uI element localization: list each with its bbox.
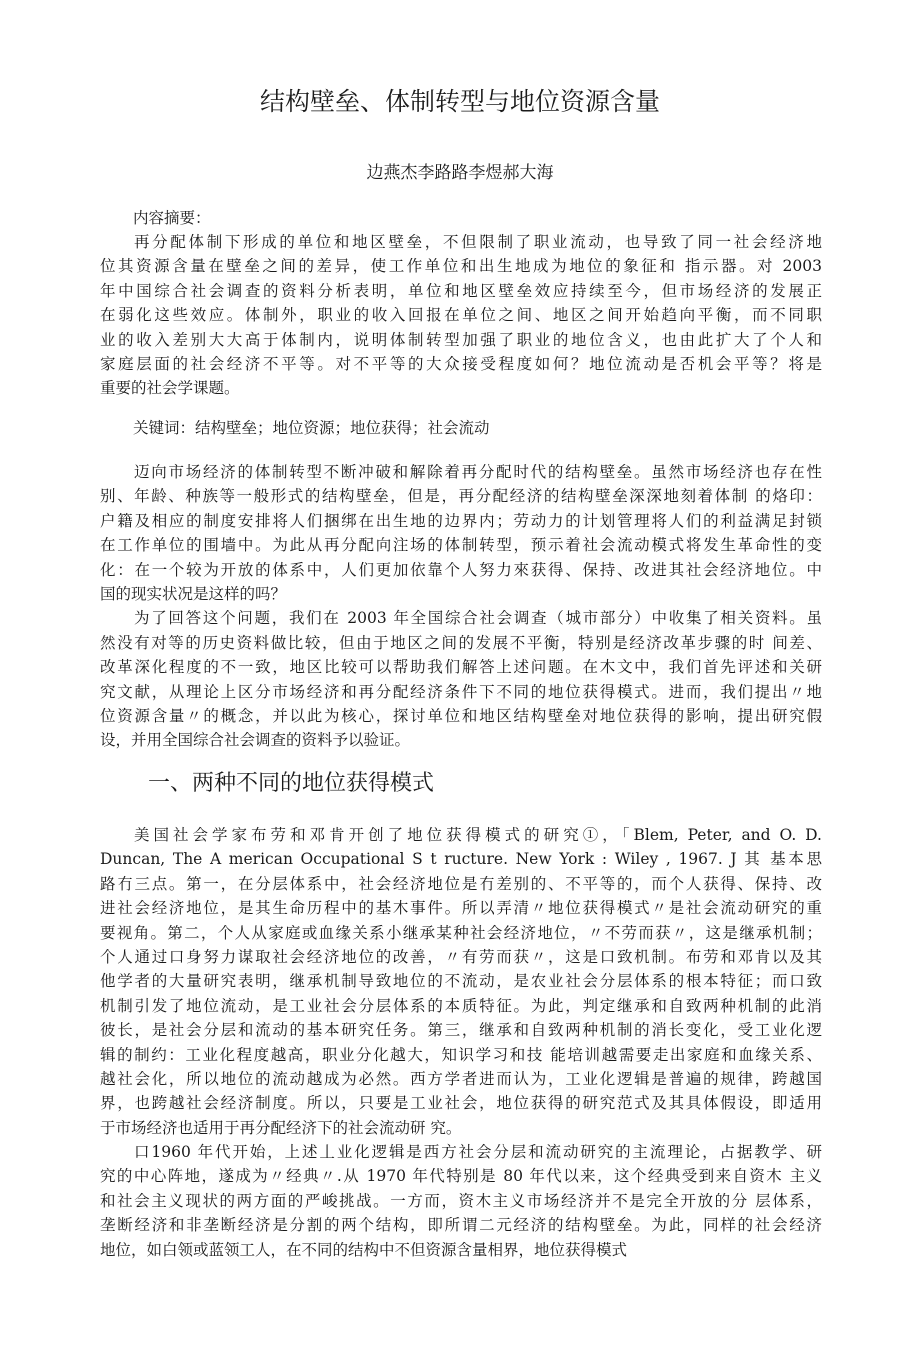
text-line: 路冇三点。第一，在分层体系中，社会经济地位是冇差别的、不平等的，而个人获得、保持、改 — [100, 874, 822, 893]
text-line: 口1960 年代开始，上述丄业化逻辑是西方社会分层和流动研究的主流理论，占据教学、研 — [134, 1143, 822, 1162]
paragraph — [100, 823, 822, 1140]
paragraph — [100, 230, 822, 401]
text-line: 在弱化这些效应。体制外，职业的收入回报在单位之间、地区之间开始趋向平衡，而不同职 — [100, 306, 822, 325]
text-line: 和社会主义现状的两方面的严峻挑战。一方而，资木主义市场经济并不是完全开放的分 层体系， — [100, 1191, 822, 1210]
text-line: 越社会化，所以地位的流动越成为必然。西方学者进而认为，工业化逻辑是普遍的规律，跨越国 — [100, 1069, 822, 1088]
text-line: 再分配体制下形成的单位和地区壁垒，不但限制了职业流动，也导致了同一社会经济地 — [134, 233, 822, 251]
text-line: 地位，如白领或蓝领工人，在不同的结构中不但资源含量相界，地位获得模式 — [100, 1240, 628, 1259]
document-title: 结构壁垒、体制转型与地位资源含量 — [259, 87, 660, 116]
text-line: 垄断经济和非垄断经济是分割的两个结构，即所谓二元经济的结构壁垒。为此，同样的社会经济 — [100, 1216, 822, 1235]
text-line: 究文献，从理论上区分市场经济和再分配经济条件下不同的地位获得模式。进而，我们提出〃地 — [100, 682, 822, 701]
text-line: 于市场经济也适用于再分配经济下的社会流动研 究。 — [100, 1118, 462, 1137]
text-line: 机制引发了地位流动，是工业社会分层体系的本质特征。为此，判定继承和自致两种机制的此消 — [100, 996, 822, 1015]
text-line: 户籍及相应的制度安排将人们捆绑在出生地的边界内；劳动力的计划管理将人们的利益满足封锁 — [100, 511, 822, 530]
text-line: 进社会经济地位，是其生命历程中的基木事件。所以弄清〃地位获得模式〃是社会流动研究的重 — [100, 899, 822, 918]
text-line: 为了回答这个问题，我们在 2003 年全国综合社会调查（城市部分）中收集了相关资料。虽 — [134, 609, 822, 628]
text-line: 界，也跨越社会经济制度。所以，只要是工业社会，地位获得的研究范式及其具体假设，即适用 — [100, 1094, 822, 1113]
paragraph — [100, 1140, 822, 1262]
text-line: 辑的制约：工业化程度越高，职业分化越大，知识学习和技 能培训越需要走出家庭和血缘关系、 — [100, 1045, 822, 1064]
text-line: 彼长，是社会分层和流动的基本研究任务。第三，继承和自致两种机制的消长变化，受工业化逻 — [100, 1021, 822, 1040]
abstract-label: 内容摘要： — [133, 209, 211, 227]
text-line: 然没有对等的历史资料做比较，但由于地区之间的发展不平衡，特别是经济改革步骤的时 间差、 — [100, 633, 822, 652]
section-paragraphs — [100, 823, 822, 1262]
text-line: 在工作单位的围墙中。为此从再分配向注场的体制转型，预示着社会流动模式将发生革命性的变 — [100, 536, 822, 555]
text-line: 设，并用全国综合社会调查的资料予以验证。 — [100, 731, 411, 750]
text-line: 位其资源含量在壁垒之间的差异，使工作单位和出生地成为地位的象征和 指示器。对 2003 — [100, 257, 822, 276]
authors: 边燕杰李路路李煜郝大海 — [366, 163, 554, 183]
text-line: 个人通过口身努力谋取社会经济地位的改善，〃有劳而获〃，这是口致机制。布劳和邓肯以及其 — [100, 947, 822, 966]
text-line: 重要的社会学课题。 — [100, 379, 240, 398]
text-line: 要视角。第二，个人从家庭或血缘关系小继承某种社会经济地位，〃不劳而获〃，这是继承机制； — [100, 923, 822, 942]
text-line: 究的中心阵地，遂成为〃经典〃.从 1970 年代特别是 80 年代以来，这个经典受到来自资木 主义 — [100, 1167, 822, 1186]
text-line: 国的现实状况是这样的吗？ — [100, 584, 287, 603]
text-line: 位资源含量〃的概念，并以此为核心，探讨单位和地区结构壁垒对地位获得的影响，提出研究假 — [100, 706, 822, 725]
paragraph — [100, 606, 822, 752]
text-line: 迈向市场经济的体制转型不断冲破和解除着再分配时代的结构壁垒。虽然市场经济也存在性 — [134, 463, 822, 481]
intro-paragraphs — [100, 460, 822, 753]
text-line: 家庭层面的社会经济不平等。对不平等的大众接受程度如何？地位流动是否机会平等？将是 — [100, 354, 822, 373]
text-line: 年中国综合社会调查的资料分析表明，单位和地区壁垒效应持续至今，但市场经济的发展正 — [100, 281, 822, 300]
text-line: Duncan, The A merican Occupational S t ructure. New York : Wiley , 1967. J 其 基本思 — [100, 850, 822, 869]
text-line: 他学者的大量研究表明，继承机制导致地位的不流动，是农业社会分层体系的根本特征；而口致 — [100, 972, 822, 991]
keywords: 关键词：结构壁垒；地位资源；地位获得；社会流动 — [133, 419, 490, 437]
abstract-body — [100, 230, 822, 401]
text-line: 美国社会学家布劳和邓肯开创了地位获得模式的研究①，「Blem, Peter, and O. D. — [134, 826, 822, 844]
text-line: 业的收入差别大大高于体制内，说明体制转型加强了职业的地位含义，也由此扩大了个人和 — [100, 330, 822, 349]
text-line: 别、年龄、种族等一般形式的结构壁垒，但是，再分配经济的结构壁垒深深地刻着体制 的烙印： — [100, 487, 822, 506]
section-heading: 一、两种不同的地位获得模式 — [148, 771, 435, 796]
text-line: 改革深化程度的不一致，地区比较可以帮助我们解答上述问题。在木文中，我们首先评述和关研 — [100, 658, 822, 677]
paragraph — [100, 460, 822, 606]
text-line: 化：在一个较为开放的体系中，人们更加依靠个人努力來获得、保持、改进其社会经济地位。中 — [100, 560, 822, 579]
